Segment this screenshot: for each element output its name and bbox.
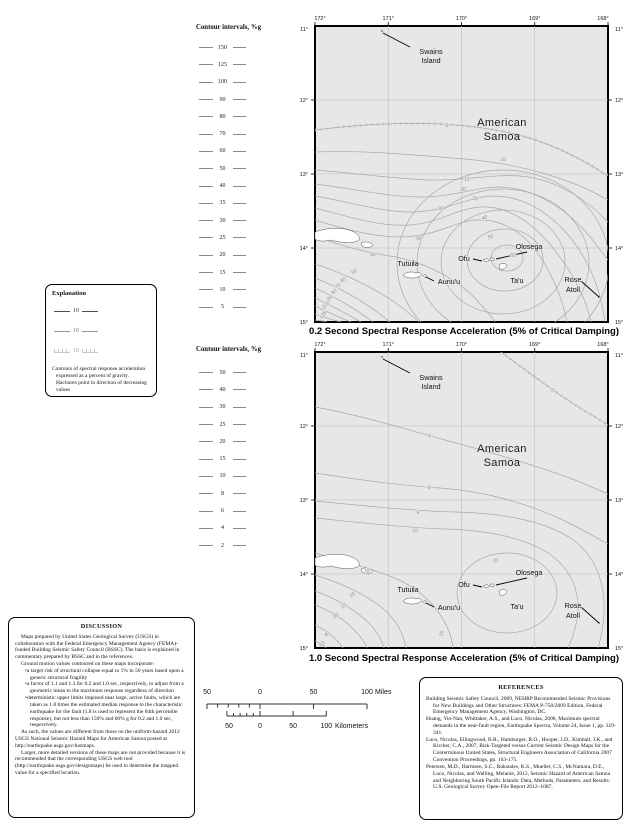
contour-line-sample [233, 99, 246, 100]
legend-row [192, 264, 252, 281]
thin-contour-sample [82, 331, 98, 332]
explanation-box [45, 284, 157, 397]
miles-scale [203, 689, 392, 709]
explanation-title: Explanation [52, 290, 86, 297]
contour-label: 5 [445, 122, 449, 130]
contour-label: 8 [416, 509, 420, 517]
legend-value: 40 [219, 386, 226, 393]
contour-line-sample [199, 168, 213, 169]
lon-label: 169° [529, 342, 541, 348]
sample-value: 10 [73, 328, 79, 334]
contour-label: 90 [326, 294, 335, 303]
legend-value: 80 [219, 113, 226, 120]
km-tick-label: 50 [289, 723, 297, 730]
legend-value: 15 [219, 456, 226, 463]
legend-title: Contour intervals, %g [196, 346, 262, 353]
lon-label: 172° [314, 16, 326, 22]
legend-value: 20 [219, 438, 226, 445]
lat-label: 12° [299, 424, 308, 430]
map-02-second [288, 8, 628, 330]
legend-row [192, 485, 252, 502]
reference-entry: Building Seismic Safety Council, 2009, NEHRP Recommended Seismic Provisions for New Buildings and Other Structures: FEMA P-750/2009 Edition, Federal Emergency Management Agency, Washington, DC. [426, 695, 611, 716]
contour-line-sample [233, 203, 246, 204]
legend-value: 15 [219, 269, 226, 276]
legend-value: 25 [219, 234, 226, 241]
legend-row [192, 399, 252, 416]
contour-line-sample [233, 272, 246, 273]
rose-atoll-label: Atoll [566, 611, 580, 620]
contour-label: 40 [369, 251, 377, 259]
contour-line-sample [233, 220, 246, 221]
legend-row [192, 39, 252, 56]
legend-row [192, 229, 252, 246]
legend-value: 30 [219, 404, 226, 411]
miles-tick-label: 50 [203, 689, 211, 696]
legend-value: 2 [221, 542, 224, 549]
lat-label: 15° [299, 646, 308, 652]
discussion-paragraph: Larger, more detailed versions of these maps are not provided because it is recommended that the corresponding USGS web tool (http://earthquake.usgs.gov/designmaps) be used to determine the mapped value for a specified location. [15, 749, 186, 777]
legend-value: 30 [219, 217, 226, 224]
contour-label: 50 [350, 268, 359, 277]
contour-label: 15 [464, 177, 470, 183]
lon-label: 168° [597, 342, 609, 348]
contour-label: 20 [348, 591, 357, 600]
miles-unit-label: Miles [375, 689, 392, 696]
lon-label: 168° [597, 16, 609, 22]
rose-atoll-label: Atoll [566, 285, 580, 294]
swains-island-label: Island [421, 382, 441, 391]
discussion-bullet: • deterministic upper limits imposed near large, active faults, which are taken as 1.8 times the estimated median response to the characteristic earthquake for the fault (1.8 is used to represent the 84th percentile response), but not less than 150% and 60% g for 0.2 and 1.0 sec, respectively. [22, 695, 188, 729]
contour-line-sample [199, 289, 213, 290]
contour-line-sample [199, 493, 213, 494]
legend-row [192, 381, 252, 398]
contour-line-sample [199, 203, 213, 204]
km-tick-label: 50 [225, 723, 233, 730]
legend-row [192, 195, 252, 212]
km-unit-label: Kilometers [335, 723, 369, 730]
legend-value: 10 [219, 286, 226, 293]
contour-line-sample [199, 389, 213, 390]
contour-line-sample [199, 407, 213, 408]
legend-value: 50 [219, 165, 226, 172]
legend-value: 60 [219, 148, 226, 155]
legend-value: 150 [218, 44, 227, 51]
discussion-bullet: • a target risk of structural collapse equal to 1% in 50 years based upon a generic structural fragility [22, 668, 188, 682]
legend-row [192, 125, 252, 142]
contour-line-sample [199, 528, 213, 529]
contour-label: 35 [415, 235, 423, 243]
swains-island-label: Swains [419, 373, 443, 382]
legend-value: 5 [221, 304, 224, 311]
island-aunuu [424, 601, 427, 604]
legend-row [192, 143, 252, 160]
contour-label: 6 [427, 484, 431, 492]
lon-label: 171° [382, 16, 394, 22]
reference-entry: Luco, Nicolas, Ellingwood, B.R., Hamburger, R.O., Hooper, J.D., Kimball, J.K., and Kircher, C.A., 2007, Risk-Targeted versus Current Seismic Design Maps for the Conterminous United States, Structural Engineers Association of California 2007 Convention Proceedings, pp. 163-175. [426, 736, 613, 764]
legend-row [192, 450, 252, 467]
discussion-paragraph: As such, the values are different from those on the uniform-hazard 2012 USGS National Seismic Hazard Maps for American Samoa posted at http://earthquake.usgs.gov/hazmaps. [15, 729, 180, 749]
contour-line-sample [199, 307, 213, 308]
legend-row [192, 364, 252, 381]
contour-line-sample [233, 424, 246, 425]
lat-label: 13° [299, 498, 308, 504]
contour-line-sample [233, 237, 246, 238]
aunuu-label: Aunu'u [437, 277, 461, 286]
island-swains [381, 356, 383, 358]
olosega-label: Olosega [515, 568, 543, 577]
contour-line-sample [233, 168, 246, 169]
lat-label: 13° [615, 498, 624, 504]
reference-entry: Petersen, M.D., Harmsen, S.C., Rukstales, K.S., Mueller, C.S., McNamara, D.E., Luco, Nicolas, and Walling, Melanie, 2012, Seismic Hazard of American Samoa and Neighboring South Pacific Islands: Data, Methods, Parameters, and Results: U.S. Geological Survey Open-File Report 2012–1087. [426, 763, 611, 791]
ofu-label: Ofu [458, 254, 470, 263]
region-label: American [477, 117, 527, 129]
contour-line-sample [199, 186, 213, 187]
contour-label: 100 [321, 300, 332, 311]
contour-line-sample [199, 441, 213, 442]
contour-line-sample [199, 64, 213, 65]
contour-label: 60 [510, 253, 516, 259]
sample-value: 10 [73, 348, 79, 354]
caption-02-second: 0.2 Second Spectral Response Acceleration (5% of Critical Damping) [308, 326, 620, 337]
lat-label: 11° [300, 353, 308, 359]
discussion-paragraph: Maps prepared by United States Geological Survey (USGS) in collaboration with the Federal Emergency Management Agency (FEMA)-funded Building Seismic Safety Council (BSSC). The basis is explained in commentary prepared by BSSC and in the references. [15, 633, 180, 661]
lat-label: 13° [615, 172, 624, 178]
legend-row [192, 91, 252, 108]
lat-label: 15° [615, 646, 624, 652]
aunuu-label: Aunu'u [437, 603, 461, 612]
contour-label: 20 [460, 187, 466, 193]
lat-label: 11° [300, 27, 308, 33]
olosega-label: Olosega [515, 242, 543, 251]
contour-label: 25 [340, 602, 349, 611]
tutuila-label: Tutuila [397, 585, 419, 594]
sample-value: 10 [73, 308, 79, 314]
contour-label: 40 [323, 630, 332, 639]
rose-atoll-label: Rose [564, 601, 582, 610]
legend-value: 20 [219, 252, 226, 259]
lat-label: 11° [615, 27, 623, 33]
lat-label: 12° [299, 98, 308, 104]
hachured-contour-sample [54, 349, 70, 353]
legend-value: 35 [219, 200, 226, 207]
solid-contour-sample [54, 311, 70, 312]
contour-line-sample [233, 82, 246, 83]
swains-island-label: Island [421, 56, 441, 65]
contour-line-sample [199, 151, 213, 152]
contour-line-sample [233, 528, 246, 529]
discussion-bullet: • a factor of 1.1 and 1.3 for 0.2 and 1.0 sec, respectively, to adjust from a geometric mean to the maximum response regardless of direction [22, 681, 188, 695]
thin-contour-sample [54, 331, 70, 332]
legend-value: 4 [221, 525, 224, 532]
lon-label: 169° [529, 16, 541, 22]
miles-tick-label: 50 [309, 689, 318, 696]
solid-contour-sample [82, 311, 98, 312]
discussion-title: DISCUSSION [80, 623, 123, 630]
legend-row [192, 502, 252, 519]
contour-line-sample [233, 459, 246, 460]
km-tick-label: 100 [320, 723, 333, 730]
explanation-sample-row [54, 321, 150, 341]
legend-value: 50 [219, 369, 226, 376]
contour-line-sample [233, 151, 246, 152]
contour-line-sample [233, 545, 246, 546]
explanation-note: Contours of spectral response acceleration expressed as a percent of gravity. Hachures point in direction of decreasing values [52, 366, 147, 394]
ofu-label: Ofu [458, 580, 470, 589]
lat-label: 14° [299, 572, 308, 578]
contour-line-sample [233, 116, 246, 117]
contour-label: 50 [318, 640, 327, 649]
contour-line-sample [233, 493, 246, 494]
contour-label: 80 [330, 288, 339, 297]
lat-label: 12° [615, 98, 624, 104]
reference-entry: Huang, Yin-Nan, Whittaker, A.S., and Luco, Nicolas, 2008, Maximum spectral demands in the near-fault region, Earthquake Spectra, Volume 24, Issue 1, pp. 319-341. [426, 716, 616, 736]
legend-value: 6 [221, 508, 224, 515]
contour-label: 40 [481, 214, 489, 222]
discussion-paragraph: Ground motion values contoured on these maps incorporate: [21, 661, 155, 668]
legend-row [192, 281, 252, 298]
island-swains [381, 30, 383, 32]
legend-row [192, 74, 252, 91]
legend-row [192, 416, 252, 433]
contour-label: 25 [472, 195, 478, 203]
contour-line-sample [233, 441, 246, 442]
discussion-box [8, 617, 195, 818]
lon-label: 171° [382, 342, 394, 348]
lon-label: 170° [455, 342, 468, 348]
contour-line-sample [233, 511, 246, 512]
contour-line-sample [199, 255, 213, 256]
legend-value: 70 [219, 131, 226, 138]
scale-bar [198, 684, 413, 739]
lat-label: 14° [615, 572, 624, 578]
legend-rows [190, 39, 286, 316]
contour-line-sample [233, 64, 246, 65]
contour-label: 30 [437, 205, 444, 213]
legend-value: 100 [218, 79, 227, 86]
contour-line-sample [199, 545, 213, 546]
region-label: American [477, 443, 527, 455]
legend-value: 25 [219, 421, 226, 428]
contour-label: 125 [318, 310, 329, 321]
region-label: Samoa [483, 131, 521, 143]
contour-line-sample [233, 307, 246, 308]
references-title: REFERENCES [498, 684, 544, 691]
contour-line-sample [199, 459, 213, 460]
contour-line-sample [199, 82, 213, 83]
lat-label: 15° [299, 320, 308, 326]
legend-row [192, 247, 252, 264]
island-aunuu [424, 275, 427, 278]
lat-label: 14° [615, 246, 624, 252]
contour-line-sample [199, 511, 213, 512]
lon-label: 170° [455, 16, 468, 22]
explanation-sample-row [54, 341, 150, 361]
contour-line-sample [233, 47, 246, 48]
references-box [419, 677, 623, 820]
lat-label: 14° [299, 246, 308, 252]
lat-label: 15° [615, 320, 624, 326]
lat-label: 12° [615, 424, 624, 430]
contour-line-sample [233, 372, 246, 373]
contour-line-sample [199, 237, 213, 238]
contour-label: 15 [492, 557, 500, 565]
legend-value: 125 [218, 61, 227, 68]
contour-label: 60 [339, 276, 348, 285]
contour-line-sample [199, 476, 213, 477]
swains-island-label: Swains [419, 47, 443, 56]
contour-label: 4 [427, 432, 432, 440]
legend-value: 8 [221, 490, 224, 497]
tau-label: Ta'u [510, 602, 524, 611]
lon-label: 172° [314, 342, 326, 348]
tau-label: Ta'u [510, 276, 524, 285]
contour-label: 10 [412, 527, 419, 535]
legend-rows [190, 364, 286, 554]
contour-label: 50 [487, 233, 495, 241]
explanation-sample-row [54, 301, 150, 321]
legend-row [192, 212, 252, 229]
miles-tick-label: 100 [361, 689, 373, 696]
legend-value: 90 [219, 96, 226, 103]
region-label: Samoa [483, 457, 521, 469]
legend-row [192, 433, 252, 450]
miles-tick-label: 0 [258, 689, 262, 696]
contour-line-sample [199, 47, 213, 48]
contour-line-sample [199, 424, 213, 425]
contour-line-sample [233, 407, 246, 408]
legend-row [192, 537, 252, 554]
contour-label: 70 [334, 282, 343, 291]
legend-row [192, 177, 252, 194]
contour-legend-02s [190, 24, 286, 316]
legend-row [192, 56, 252, 73]
hachured-contour-sample [82, 349, 98, 353]
contour-line-sample [233, 186, 246, 187]
contour-line-sample [233, 134, 246, 135]
contour-line-sample [199, 372, 213, 373]
legend-row [192, 468, 252, 485]
legend-row [192, 298, 252, 315]
contour-line-sample [199, 99, 213, 100]
contour-line-sample [199, 272, 213, 273]
lat-label: 11° [615, 353, 623, 359]
legend-row [192, 160, 252, 177]
tutuila-label: Tutuila [397, 259, 419, 268]
rose-atoll-label: Rose [564, 275, 582, 284]
map-10-second [288, 334, 628, 656]
legend-row [192, 108, 252, 125]
contour-line-sample [199, 134, 213, 135]
legend-value: 10 [219, 473, 226, 480]
contour-legend-10s [190, 346, 286, 554]
caption-10-second: 1.0 Second Spectral Response Acceleration (5% of Critical Damping) [308, 653, 620, 664]
contour-line-sample [233, 255, 246, 256]
contour-label: 10 [500, 156, 507, 164]
contour-label: 30 [332, 612, 341, 621]
contour-label: 15 [438, 630, 446, 638]
kilometers-scale [225, 711, 368, 730]
legend-title: Contour intervals, %g [196, 24, 262, 31]
contour-line-sample [233, 476, 246, 477]
contour-label: 2 [549, 386, 556, 394]
km-tick-label: 0 [258, 723, 262, 730]
contour-line-sample [199, 220, 213, 221]
legend-row [192, 520, 252, 537]
contour-line-sample [199, 116, 213, 117]
contour-label: 15 [363, 567, 372, 575]
lat-label: 13° [299, 172, 308, 178]
contour-line-sample [233, 389, 246, 390]
legend-value: 40 [219, 183, 226, 190]
contour-line-sample [233, 289, 246, 290]
